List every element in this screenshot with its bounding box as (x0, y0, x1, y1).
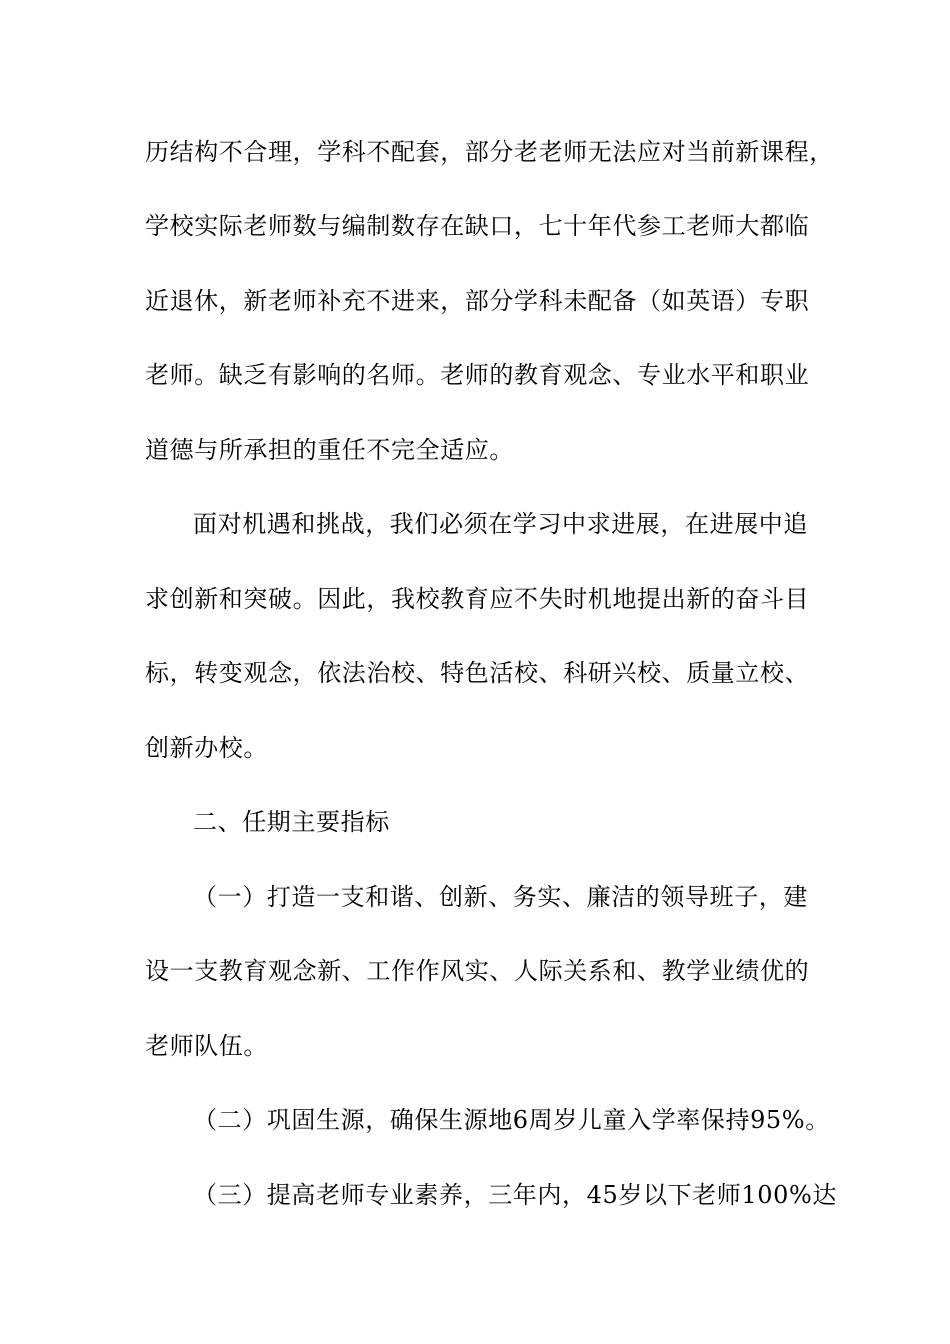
paragraph-line: 学校实际老师数与编制数存在缺口，七十年代参工老师大都临 (145, 212, 810, 240)
paragraph-line: 设一支教育观念新、工作作风实、人际关系和、教学业绩优的 (145, 957, 810, 985)
paragraph-line: 标，转变观念，依法治校、特色活校、科研兴校、质量立校、 (145, 659, 810, 687)
paragraph-line: 历结构不合理，学科不配套，部分老老师无法应对当前新课程， (145, 138, 834, 166)
paragraph-line: （二）巩固生源，确保生源地6周岁儿童入学率保持95%。 (193, 1106, 830, 1134)
paragraph-line: 道德与所承担的重任不完全适应。 (145, 436, 514, 464)
paragraph-line: （一）打造一支和谐、创新、务实、廉洁的领导班子，建 (193, 883, 808, 911)
paragraph-line: 求创新和突破。因此，我校教育应不失时机地提出新的奋斗目 (145, 585, 810, 613)
paragraph-line: （三）提高老师专业素养，三年内，45岁以下老师100%达 (193, 1181, 837, 1209)
paragraph-line: 老师。缺乏有影响的名师。老师的教育观念、专业水平和职业 (145, 361, 810, 389)
paragraph-line: 老师队伍。 (145, 1032, 268, 1060)
paragraph-line: 近退休，新老师补充不进来，部分学科未配备（如英语）专职 (145, 287, 810, 315)
paragraph-line: 创新办校。 (145, 734, 268, 762)
paragraph-line: 面对机遇和挑战，我们必须在学习中求进展，在进展中追 (193, 510, 808, 538)
section-heading: 二、任期主要指标 (193, 808, 390, 836)
